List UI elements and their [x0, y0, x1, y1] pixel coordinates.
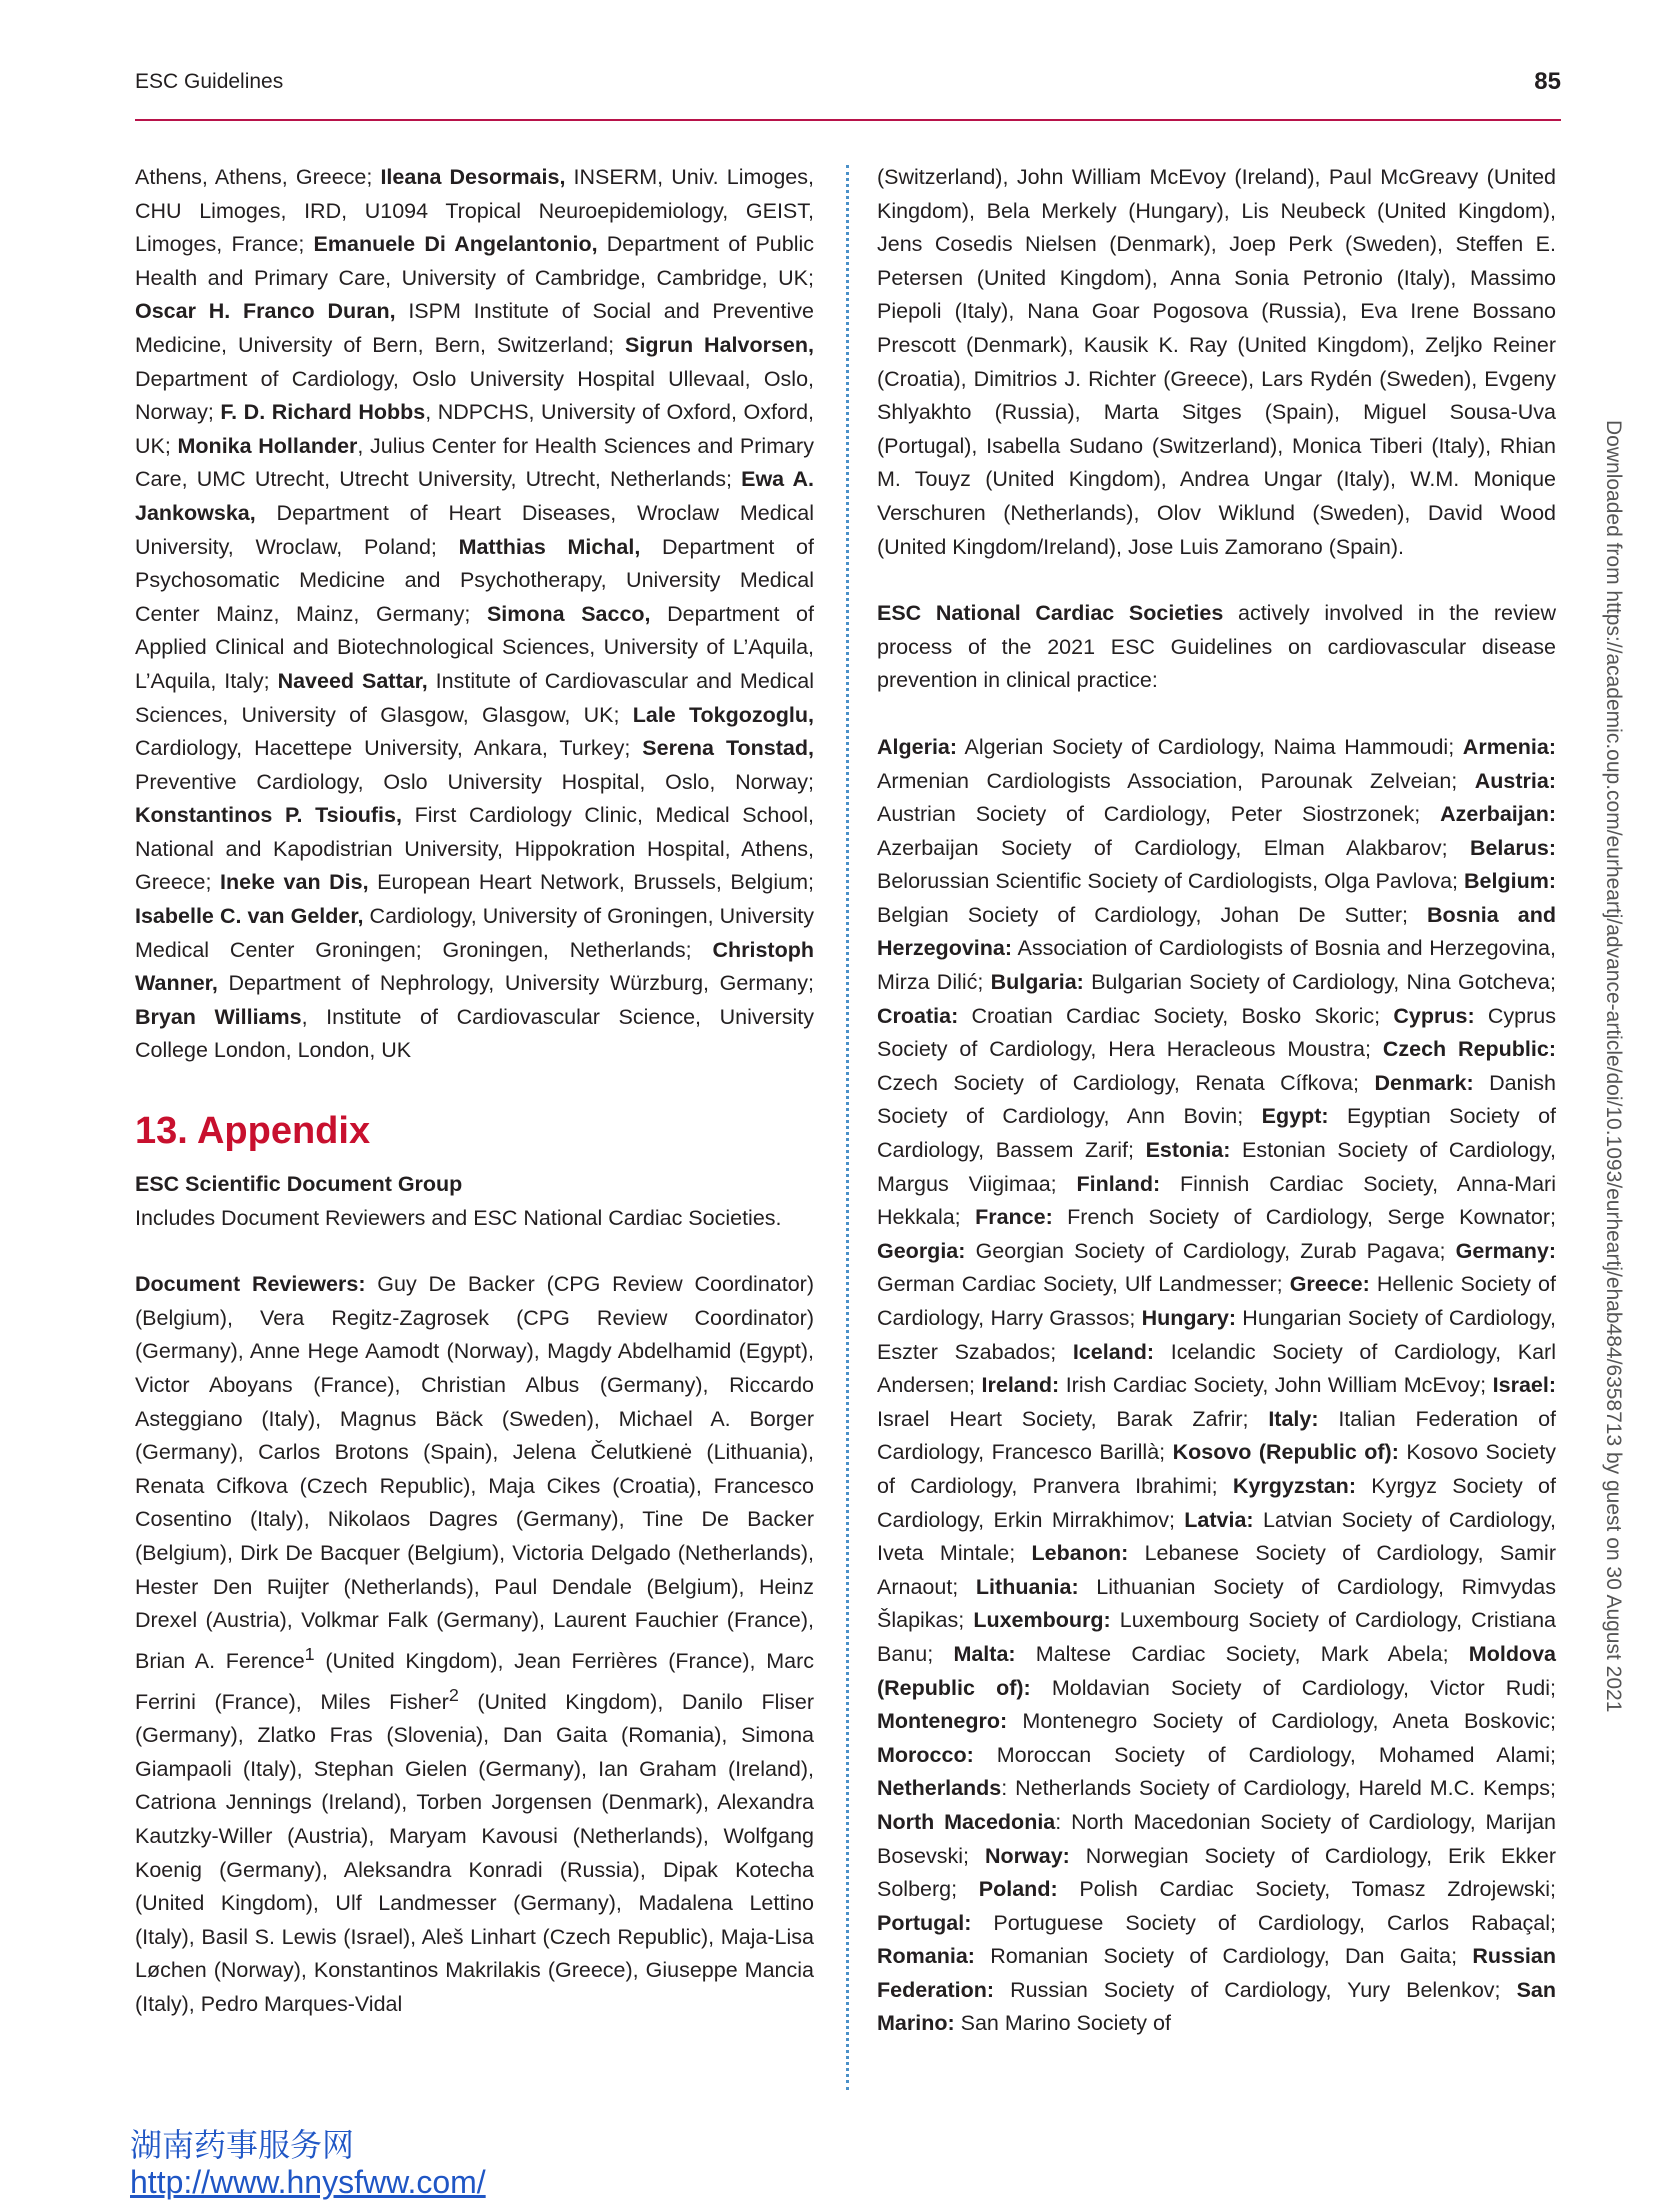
text-run: Armenian Cardiologists Association, Parounak Zelveian;: [877, 768, 1475, 793]
text-run: Department of Cardiology, Oslo University Hospital Ullevaal, Oslo, Norway;: [135, 366, 814, 425]
bold-name: Poland:: [978, 1877, 1058, 1902]
text-run: Department of Nephrology, University Würzburg, Germany;: [217, 971, 814, 996]
text-run: Athens, Athens, Greece;: [135, 165, 381, 189]
text-run: Institute of Cardiovascular and Medical Sciences, University of Glasgow, Glasgow, UK;: [135, 668, 814, 727]
text-run: INSERM, Univ. Limoges, CHU Limoges, IRD, U1094 Tropical Neuroepidemiology, GEIST, Limoges, France;: [135, 165, 814, 257]
text-run: Polish Cardiac Society, Tomasz Zdrojewski;: [1057, 1877, 1557, 1902]
bold-name: Norway:: [984, 1843, 1070, 1868]
text-run: Hellenic Society of Cardiology, Harry Grassos;: [877, 1272, 1556, 1330]
bold-name: Morocco:: [877, 1742, 974, 1767]
bold-name: Armenia:: [1462, 734, 1556, 759]
bold-name: Simona Sacco,: [486, 601, 651, 626]
bold-name: Hungary:: [1141, 1306, 1236, 1330]
text-run: Preventive Cardiology, Oslo University Hospital, Oslo, Norway;: [135, 769, 814, 794]
section-heading: 13. Appendix: [135, 1110, 371, 1153]
bold-name: France:: [975, 1205, 1053, 1230]
bold-name: Georgia:: [877, 1238, 966, 1263]
bold-name: Belarus:: [1469, 835, 1556, 860]
bold-name: F. D. Richard Hobbs: [220, 400, 426, 425]
bold-name: Emanuele Di Angelantonio,: [313, 232, 598, 257]
bold-name: Ineke van Dis,: [220, 870, 369, 895]
bold-name: Lithuania:: [975, 1574, 1079, 1599]
bold-name: Germany:: [1455, 1238, 1556, 1263]
bold-name: Bulgaria:: [990, 970, 1084, 995]
text-run: ISPM Institute of Social and Preventive Medicine, University of Bern, Bern, Switzerland;: [135, 299, 815, 357]
text-run: Kyrgyz Society of Cardiology, Erkin Mirrakhimov;: [877, 1473, 1556, 1532]
text-run: Guy De Backer (CPG Review Coordinator) (Belgium), Vera Regitz-Zagrosek (CPG Review Coordinator) (Germany), Anne Hege Aamodt (Norway), Magdy Abdelhamid (Egypt), Victor Aboyans (France), Christian Albus (Germany), Riccardo Asteggiano (Italy), Magnus Bäck (Sweden), Michael A. Borger (Germany), Carlos Brotons (Spain), Jelena Čelutkienė (Lithuania), Renata Cifkova (Czech Republic), Maja Cikes (Croatia), Francesco Cosentino (Italy), Nikolaos Dagres (Germany), Tine De Backer (Belgium), Dirk De Bacquer (Belgium), Victoria Delgado (Netherlands), Hester Den Ruijter (Netherlands), Paul Dendale (Belgium), Heinz Drexel (Austria), Volkmar Falk (Germany), Laurent Fauchier (France), Brian A. Ference: [135, 1272, 814, 1673]
text-run: : Netherlands Society of Cardiology, Hareld M.C. Kemps;: [1001, 1776, 1556, 1801]
bold-name: Christoph Wanner,: [135, 937, 814, 996]
text-run: Danish Society of Cardiology, Ann Bovin;: [877, 1070, 1557, 1129]
text-run: Italian Federation of Cardiology, Francesco Barillà;: [877, 1406, 1556, 1465]
bold-name: Kyrgyzstan:: [1232, 1473, 1356, 1498]
text-run: Irish Cardiac Society, John William McEvoy;: [1059, 1373, 1493, 1398]
bold-name: Iceland:: [1072, 1339, 1155, 1364]
text-run: Finnish Cardiac Society, Anna-Mari Hekkala;: [877, 1171, 1556, 1230]
footnote-marker: 1: [304, 1643, 315, 1664]
text-run: Romanian Society of Cardiology, Dan Gaita;: [974, 1944, 1473, 1969]
subheading-text: Includes Document Reviewers and ESC National Cardiac Societies.: [135, 1205, 782, 1230]
bold-name: Bryan Williams: [135, 1004, 302, 1029]
text-run: Cardiology, Hacettepe University, Ankara, Turkey;: [135, 736, 643, 761]
bold-name: Denmark:: [1374, 1070, 1474, 1095]
bold-name: Malta:: [953, 1641, 1016, 1666]
bold-name: Matthias Michal,: [458, 534, 641, 559]
text-run: actively involved in the review process of the 2021 ESC Guidelines on cardiovascular disease prevention in clinical practice:: [877, 601, 1556, 693]
bold-name: Belgium:: [1464, 869, 1556, 894]
bold-name: Azerbaijan:: [1440, 802, 1556, 827]
bold-name: Lale Tokgozoglu,: [632, 702, 814, 727]
bold-name: Czech Republic:: [1382, 1037, 1556, 1062]
text-run: Portuguese Society of Cardiology, Carlos Rabaçal;: [971, 1910, 1556, 1935]
text-run: Maltese Cardiac Society, Mark Abela;: [1015, 1641, 1469, 1666]
text-run: Cardiology, University of Groningen, University Medical Center Groningen; Groningen, Netherlands;: [135, 904, 814, 962]
text-run: Lithuanian Society of Cardiology, Rimvydas Šlapikas;: [877, 1574, 1557, 1633]
bold-name: Moldova (Republic of):: [877, 1641, 1556, 1700]
bold-name: Kosovo (Republic of):: [1172, 1440, 1399, 1465]
page-number: 85: [1534, 68, 1561, 95]
text-run: Algerian Society of Cardiology, Naima Hammoudi;: [957, 734, 1463, 759]
text-run: Hungarian Society of Cardiology, Eszter Szabados;: [877, 1306, 1556, 1364]
text-run: Kosovo Society of Cardiology, Pranvera Ibrahimi;: [877, 1440, 1556, 1498]
text-run: Egyptian Society of Cardiology, Bassem Zarif;: [877, 1104, 1556, 1163]
bold-name: ESC National Cardiac Societies: [877, 601, 1224, 626]
text-run: : North Macedonian Society of Cardiology, Marijan Bosevski;: [877, 1809, 1557, 1868]
text-run: Bulgarian Society of Cardiology, Nina Gotcheva;: [1083, 970, 1556, 995]
text-run: (United Kingdom), Jean Ferrières (France), Marc Ferrini (France), Miles Fisher: [135, 1648, 814, 1714]
text-run: , Julius Center for Health Sciences and Primary Care, UMC Utrecht, Utrecht University, Utrecht, Netherlands;: [135, 433, 814, 492]
subheading: [135, 1168, 814, 1202]
bold-name: Oscar H. Franco Duran,: [135, 299, 396, 324]
subheading-label: ESC Scientific Document Group: [135, 1172, 463, 1197]
text-run: Department of Psychosomatic Medicine and Psychotherapy, University Medical Center Mainz, Mainz, Germany;: [135, 534, 814, 626]
bold-name: Latvia:: [1184, 1507, 1254, 1532]
societies-paragraph: [877, 731, 1556, 2041]
bold-name: Ileana Desormais,: [380, 165, 566, 189]
bold-name: Algeria:: [877, 734, 958, 759]
bold-name: Konstantinos P. Tsioufis,: [135, 803, 402, 828]
spacer: [135, 1235, 814, 1268]
bold-name: Luxembourg:: [973, 1608, 1111, 1633]
bold-name: Egypt:: [1261, 1104, 1329, 1129]
text-run: Belorussian Scientific Society of Cardiologists, Olga Pavlova;: [877, 869, 1465, 894]
text-run: Montenegro Society of Cardiology, Aneta Boskovic;: [1007, 1709, 1556, 1734]
text-run: Georgian Society of Cardiology, Zurab Pagava;: [965, 1238, 1456, 1263]
text-run: Belgian Society of Cardiology, Johan De Sutter;: [877, 902, 1428, 927]
bold-name: Russian Federation:: [877, 1944, 1556, 2002]
text-run: Norwegian Society of Cardiology, Erik Ekker Solberg;: [877, 1843, 1556, 1902]
bold-name: Cyprus:: [1393, 1003, 1475, 1028]
header-rule: [135, 119, 1561, 121]
bold-name: Estonia:: [1145, 1138, 1231, 1163]
bold-name: Naveed Sattar,: [277, 668, 428, 693]
bold-name: Serena Tonstad,: [642, 736, 814, 761]
text-run: , Institute of Cardiovascular Science, University College London, London, UK: [135, 1004, 814, 1063]
left-column: [135, 161, 814, 2022]
text-run: First Cardiology Clinic, Medical School, National and Kapodistrian University, Hippokration Hospital, Athens, Greece;: [135, 803, 814, 895]
bold-name: Italy:: [1268, 1406, 1319, 1431]
text-run: (United Kingdom), Danilo Fliser (Germany), Zlatko Fras (Slovenia), Dan Gaita (Romania), Simona Giampaoli (Italy), Stephan Gielen (Germany), Ian Graham (Ireland), Catriona Jennings (Ireland), Torben Jorgensen (Denmark), Alexandra Kautzky-Willer (Austria), Maryam Kavousi (Netherlands), Wolfgang Koenig (Germany), Aleksandra Konradi (Russia), Dipak Kotecha (United Kingdom), Ulf Landmesser (Germany), Madalena Lettino (Italy), Basil S. Lewis (Israel), Aleš Linhart (Czech Republic), Maja-Lisa Løchen (Norway), Konstantinos Makrilakis (Greece), Giuseppe Mancia (Italy), Pedro Marques-Vidal: [135, 1689, 814, 2016]
download-notice: Downloaded from https://academic.oup.com/eurheartj/advance-article/doi/10.1093/eurheartj/ehab484/6358713 by guest on 30 August 2021: [1602, 420, 1625, 1713]
text-run: European Heart Network, Brussels, Belgium;: [368, 870, 815, 895]
bold-name: North Macedonia: [877, 1809, 1056, 1834]
authors-paragraph: [135, 161, 814, 1068]
text-run: Department of Public Health and Primary Care, University of Cambridge, Cambridge, UK;: [135, 232, 814, 290]
bold-name: Austria:: [1474, 768, 1556, 793]
bold-name: Greece:: [1289, 1272, 1370, 1297]
societies-intro: [877, 597, 1556, 698]
bold-name: San Marino:: [877, 1977, 1556, 2036]
text-run: Icelandic Society of Cardiology, Karl Andersen;: [877, 1339, 1556, 1398]
text-run: Department of Heart Diseases, Wroclaw Medical University, Wroclaw, Poland;: [135, 500, 814, 559]
text-run: Association of Cardiologists of Bosnia and Herzegovina, Mirza Dilić;: [877, 936, 1556, 995]
text-run: Czech Society of Cardiology, Renata Cífkova;: [877, 1070, 1375, 1095]
reviewers-continued: (Switzerland), John William McEvoy (Ireland), Paul McGreavy (United Kingdom), Bela Merkely (Hungary), Lis Neubeck (United Kingdom), Jens Cosedis Nielsen (Denmark), Joep Perk (Sweden), Steffen E. Petersen (United Kingdom), Anna Sonia Petronio (Italy), Massimo Piepoli (Italy), Nana Goar Pogosova (Russia), Eva Irene Bossano Prescott (Denmark), Kausik K. Ray (United Kingdom), Zeljko Reiner (Croatia), Dimitrios J. Richter (Greece), Lars Rydén (Sweden), Evgeny Shlyakhto (Russia), Marta Sitges (Spain), Miguel Sousa-Uva (Portugal), Isabella Sudano (Switzerland), Monica Tiberi (Italy), Rhian M. Touyz (United Kingdom), Andrea Ungar (Italy), W.M. Monique Verschuren (Netherlands), Olov Wiklund (Sweden), David Wood (United Kingdom/Ireland), Jose Luis Zamorano (Spain).: [877, 165, 1556, 559]
bold-name: Israel:: [1492, 1373, 1557, 1398]
bold-name: Isabelle C. van Gelder,: [135, 904, 364, 929]
text-run: French Society of Cardiology, Serge Kownator;: [1052, 1205, 1556, 1230]
text-run: Department of Applied Clinical and Biotechnological Sciences, University of L’Aquila, L’Aquila, Italy;: [135, 601, 814, 693]
bold-name: Montenegro:: [877, 1709, 1008, 1734]
bold-name: Monika Hollander: [177, 433, 358, 458]
text-run: Moldavian Society of Cardiology, Victor Rudi;: [1030, 1675, 1556, 1700]
reviewers-paragraph: [135, 1268, 814, 2021]
spacer: [877, 698, 1556, 731]
bold-name: Sigrun Halvorsen,: [625, 332, 814, 357]
text-run: Lebanese Society of Cardiology, Samir Arnaout;: [877, 1541, 1556, 1599]
bold-name: Croatia:: [877, 1003, 959, 1028]
bold-name: Ireland:: [981, 1373, 1060, 1398]
text-run: Azerbaijan Society of Cardiology, Elman Alakbarov;: [877, 835, 1470, 860]
text-run: Latvian Society of Cardiology, Iveta Mintale;: [877, 1507, 1556, 1566]
spacer: [877, 564, 1556, 597]
text-run: German Cardiac Society, Ulf Landmesser;: [877, 1272, 1290, 1297]
text-run: Cyprus Society of Cardiology, Hera Heracleous Moustra;: [877, 1003, 1556, 1062]
text-run: , NDPCHS, University of Oxford, Oxford, UK;: [135, 400, 814, 458]
bold-name: Netherlands: [877, 1776, 1002, 1801]
text-run: Luxembourg Society of Cardiology, Cristiana Banu;: [877, 1608, 1557, 1666]
column-divider: [846, 165, 849, 2090]
text-run: Austrian Society of Cardiology, Peter Siostrzonek;: [877, 802, 1441, 827]
bold-name: Lebanon:: [1031, 1541, 1129, 1566]
footnote-marker: 2: [448, 1684, 459, 1705]
text-run: Estonian Society of Cardiology, Margus Viigimaa;: [877, 1138, 1556, 1196]
watermark-link[interactable]: http://www.hnysfww.com/: [130, 2164, 486, 2200]
bold-name: Ewa A. Jankowska,: [135, 467, 814, 525]
watermark-site-name: 湖南药事服务网: [130, 2126, 355, 2164]
text-run: Russian Society of Cardiology, Yury Belenkov;: [994, 1977, 1517, 2002]
text-run: Croatian Cardiac Society, Bosko Skoric;: [958, 1003, 1394, 1028]
bold-name: Document Reviewers:: [135, 1272, 366, 1297]
text-run: San Marino Society of: [954, 2011, 1171, 2036]
running-header: ESC Guidelines: [135, 70, 284, 93]
bold-name: Portugal:: [877, 1910, 972, 1935]
bold-name: Finland:: [1076, 1171, 1161, 1196]
right-column: [877, 161, 1556, 2041]
text-run: Israel Heart Society, Barak Zafrir;: [877, 1406, 1269, 1431]
text-run: Moroccan Society of Cardiology, Mohamed Alami;: [973, 1742, 1556, 1767]
bold-name: Bosnia and Herzegovina:: [877, 902, 1556, 961]
bold-name: Romania:: [877, 1944, 975, 1969]
